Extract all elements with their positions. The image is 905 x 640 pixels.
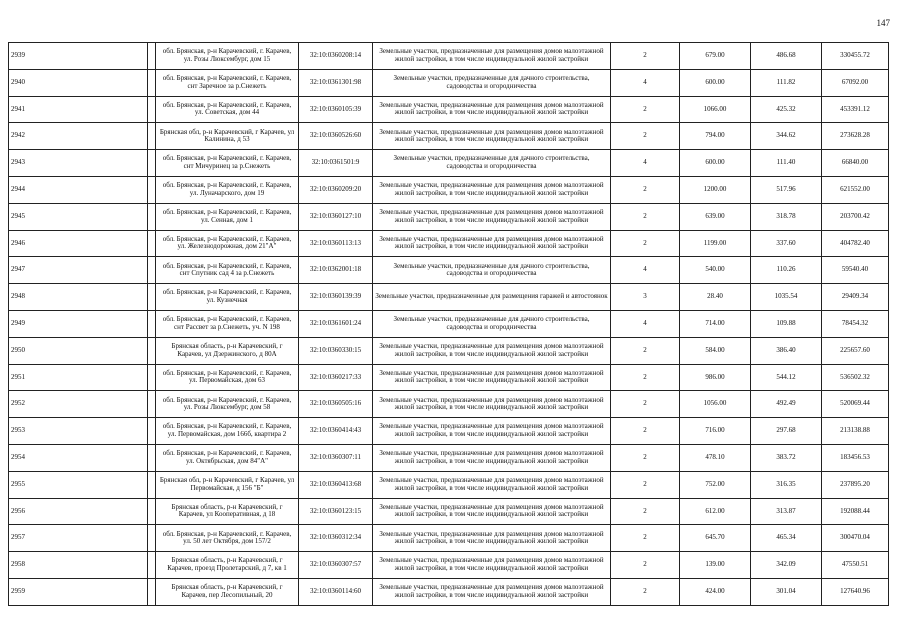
use-group-cell: 2 [611, 176, 680, 203]
cadastral-number-cell: 32:10:0360526:60 [299, 123, 373, 150]
cadastral-value-cell: 66840.00 [822, 150, 889, 177]
use-group-cell: 2 [611, 418, 680, 445]
unit-value-cell: 110.26 [751, 257, 822, 284]
table-row [9, 284, 889, 311]
unit-value-cell: 486.68 [751, 43, 822, 70]
address-cell: Брянская область, р-н Карачевский, г Карачев, проезд Пролетарский, д 7, кв 1 [156, 552, 299, 579]
land-use-cell: Земельные участки, предназначенные для размещения домов малоэтажной жилой застройки, в том числе индивидуальной жилой застройки [373, 444, 611, 471]
row-number-cell: 2958 [9, 552, 148, 579]
land-use-cell: Земельные участки, предназначенные для размещения домов малоэтажной жилой застройки, в том числе индивидуальной жилой застройки [373, 391, 611, 418]
spacer-cell [148, 498, 156, 525]
address-cell: Брянская область, р-н Карачевский, г Карачев, пер Лесопильный, 20 [156, 578, 299, 605]
cadastral-number-cell: 32:10:0360330:15 [299, 337, 373, 364]
area-cell: 28.40 [680, 284, 751, 311]
row-number-cell: 2950 [9, 337, 148, 364]
unit-value-cell: 344.62 [751, 123, 822, 150]
row-number-cell: 2944 [9, 176, 148, 203]
cadastral-value-cell: 47550.51 [822, 552, 889, 579]
land-use-cell: Земельные участки, предназначенные для размещения домов малоэтажной жилой застройки, в том числе индивидуальной жилой застройки [373, 230, 611, 257]
cadastral-value-cell: 536502.32 [822, 364, 889, 391]
row-number-cell: 2954 [9, 444, 148, 471]
spacer-cell [148, 337, 156, 364]
land-use-cell: Земельные участки, предназначенные для размещения домов малоэтажной жилой застройки, в том числе индивидуальной жилой застройки [373, 498, 611, 525]
area-cell: 716.00 [680, 418, 751, 445]
unit-value-cell: 517.96 [751, 176, 822, 203]
row-number-cell: 2940 [9, 69, 148, 96]
use-group-cell: 2 [611, 552, 680, 579]
row-number-cell: 2953 [9, 418, 148, 445]
cadastral-number-cell: 32:10:0360113:13 [299, 230, 373, 257]
cadastral-value-cell: 29409.34 [822, 284, 889, 311]
unit-value-cell: 297.68 [751, 418, 822, 445]
table-row [9, 43, 889, 70]
table-row [9, 337, 889, 364]
cadastral-value-cell: 330455.72 [822, 43, 889, 70]
land-use-cell: Земельные участки, предназначенные для размещения домов малоэтажной жилой застройки, в том числе индивидуальной жилой застройки [373, 471, 611, 498]
spacer-cell [148, 578, 156, 605]
spacer-cell [148, 471, 156, 498]
use-group-cell: 2 [611, 444, 680, 471]
row-number-cell: 2947 [9, 257, 148, 284]
land-use-cell: Земельные участки, предназначенные для размещения домов малоэтажной жилой застройки, в том числе индивидуальной жилой застройки [373, 176, 611, 203]
address-cell: обл. Брянская, р-н Карачевский, г. Карачев, снт Рассвет за р.Снежеть, уч. N 198 [156, 310, 299, 337]
row-number-cell: 2945 [9, 203, 148, 230]
table-row [9, 310, 889, 337]
cadastral-number-cell: 32:10:0361501:9 [299, 150, 373, 177]
row-number-cell: 2949 [9, 310, 148, 337]
address-cell: обл. Брянская, р-н Карачевский, г. Карачев, ул. 50 лет Октября, дом 157/2 [156, 525, 299, 552]
unit-value-cell: 109.88 [751, 310, 822, 337]
table-row [9, 176, 889, 203]
address-cell: обл. Брянская, р-н Карачевский, г. Карачев, ул. Сенная, дом 1 [156, 203, 299, 230]
land-use-cell: Земельные участки, предназначенные для дачного строительства, садоводства и огородничества [373, 150, 611, 177]
table-row [9, 150, 889, 177]
unit-value-cell: 492.49 [751, 391, 822, 418]
cadastral-number-cell: 32:10:0360208:14 [299, 43, 373, 70]
cadastral-value-cell: 520069.44 [822, 391, 889, 418]
cadastral-value-cell: 225657.60 [822, 337, 889, 364]
area-cell: 540.00 [680, 257, 751, 284]
unit-value-cell: 1035.54 [751, 284, 822, 311]
land-use-cell: Земельные участки, предназначенные для размещения домов малоэтажной жилой застройки, в том числе индивидуальной жилой застройки [373, 525, 611, 552]
use-group-cell: 2 [611, 123, 680, 150]
address-cell: обл. Брянская, р-н Карачевский, г. Карачев, ул. Розы Люксембург, дом 58 [156, 391, 299, 418]
cadastral-number-cell: 32:10:0361301:98 [299, 69, 373, 96]
area-cell: 752.00 [680, 471, 751, 498]
spacer-cell [148, 391, 156, 418]
use-group-cell: 2 [611, 498, 680, 525]
table-row [9, 203, 889, 230]
address-cell: Брянская область, р-н Карачевский, г Карачев, ул Кооперативная, д 18 [156, 498, 299, 525]
table-row [9, 69, 889, 96]
address-cell: обл. Брянская, р-н Карачевский, г. Карачев, ул. Советская, дом 44 [156, 96, 299, 123]
row-number-cell: 2946 [9, 230, 148, 257]
land-use-cell: Земельные участки, предназначенные для размещения домов малоэтажной жилой застройки, в том числе индивидуальной жилой застройки [373, 123, 611, 150]
table-row [9, 471, 889, 498]
row-number-cell: 2952 [9, 391, 148, 418]
cadastral-value-cell: 621552.00 [822, 176, 889, 203]
spacer-cell [148, 418, 156, 445]
table-row [9, 123, 889, 150]
land-use-cell: Земельные участки, предназначенные для размещения гаражей и автостоянок [373, 284, 611, 311]
use-group-cell: 2 [611, 203, 680, 230]
land-use-cell: Земельные участки, предназначенные для размещения домов малоэтажной жилой застройки, в том числе индивидуальной жилой застройки [373, 578, 611, 605]
address-cell: обл. Брянская, р-н Карачевский, г. Карачев, ул. Розы Люксембург, дом 15 [156, 43, 299, 70]
land-use-cell: Земельные участки, предназначенные для дачного строительства, садоводства и огородничества [373, 310, 611, 337]
land-use-cell: Земельные участки, предназначенные для размещения домов малоэтажной жилой застройки, в том числе индивидуальной жилой застройки [373, 96, 611, 123]
cadastral-number-cell: 32:10:0360139:39 [299, 284, 373, 311]
unit-value-cell: 465.34 [751, 525, 822, 552]
cadastral-number-cell: 32:10:0360505:16 [299, 391, 373, 418]
address-cell: обл. Брянская, р-н Карачевский, г. Карачев, снт Спутник сад 4 за р.Снежеть [156, 257, 299, 284]
cadastral-value-cell: 78454.32 [822, 310, 889, 337]
spacer-cell [148, 69, 156, 96]
spacer-cell [148, 176, 156, 203]
row-number-cell: 2955 [9, 471, 148, 498]
cadastral-number-cell: 32:10:0360312:34 [299, 525, 373, 552]
cadastral-number-cell: 32:10:0360413:68 [299, 471, 373, 498]
address-cell: обл. Брянская, р-н Карачевский, г. Карачев, ул. Первомайская, дом 63 [156, 364, 299, 391]
land-use-cell: Земельные участки, предназначенные для размещения домов малоэтажной жилой застройки, в том числе индивидуальной жилой застройки [373, 552, 611, 579]
land-use-cell: Земельные участки, предназначенные для дачного строительства, садоводства и огородничества [373, 257, 611, 284]
cadastral-number-cell: 32:10:0360217:33 [299, 364, 373, 391]
use-group-cell: 4 [611, 69, 680, 96]
table-row [9, 418, 889, 445]
table-row [9, 391, 889, 418]
use-group-cell: 3 [611, 284, 680, 311]
unit-value-cell: 425.32 [751, 96, 822, 123]
spacer-cell [148, 96, 156, 123]
table-row [9, 257, 889, 284]
address-cell: обл. Брянская, р-н Карачевский, г. Карачев, ул. Первомайская, дом 166б, квартира 2 [156, 418, 299, 445]
address-cell: обл. Брянская, р-н Карачевский, г. Карачев, ул. Железнодорожная, дом 21"А" [156, 230, 299, 257]
row-number-cell: 2942 [9, 123, 148, 150]
area-cell: 714.00 [680, 310, 751, 337]
use-group-cell: 2 [611, 364, 680, 391]
cadastral-value-cell: 203700.42 [822, 203, 889, 230]
row-number-cell: 2948 [9, 284, 148, 311]
cadastral-number-cell: 32:10:0360209:20 [299, 176, 373, 203]
use-group-cell: 2 [611, 96, 680, 123]
cadastral-value-cell: 237895.20 [822, 471, 889, 498]
row-number-cell: 2951 [9, 364, 148, 391]
area-cell: 645.70 [680, 525, 751, 552]
land-use-cell: Земельные участки, предназначенные для размещения домов малоэтажной жилой застройки, в том числе индивидуальной жилой застройки [373, 418, 611, 445]
area-cell: 1199.00 [680, 230, 751, 257]
cadastral-number-cell: 32:10:0360307:11 [299, 444, 373, 471]
use-group-cell: 2 [611, 471, 680, 498]
cadastral-number-cell: 32:10:0360123:15 [299, 498, 373, 525]
cadastral-value-cell: 59540.40 [822, 257, 889, 284]
unit-value-cell: 301.04 [751, 578, 822, 605]
spacer-cell [148, 203, 156, 230]
unit-value-cell: 111.82 [751, 69, 822, 96]
area-cell: 794.00 [680, 123, 751, 150]
cadastral-value-cell: 192088.44 [822, 498, 889, 525]
row-number-cell: 2959 [9, 578, 148, 605]
spacer-cell [148, 230, 156, 257]
area-cell: 600.00 [680, 69, 751, 96]
land-use-cell: Земельные участки, предназначенные для размещения домов малоэтажной жилой застройки, в том числе индивидуальной жилой застройки [373, 337, 611, 364]
cadastral-value-cell: 404782.40 [822, 230, 889, 257]
unit-value-cell: 386.40 [751, 337, 822, 364]
use-group-cell: 4 [611, 257, 680, 284]
area-cell: 424.00 [680, 578, 751, 605]
area-cell: 584.00 [680, 337, 751, 364]
address-cell: обл. Брянская, р-н Карачевский, г. Карачев, ул. Луначарского, дом 19 [156, 176, 299, 203]
unit-value-cell: 544.12 [751, 364, 822, 391]
unit-value-cell: 318.78 [751, 203, 822, 230]
table-row [9, 578, 889, 605]
spacer-cell [148, 150, 156, 177]
spacer-cell [148, 364, 156, 391]
use-group-cell: 2 [611, 391, 680, 418]
cadastral-number-cell: 32:10:0360414:43 [299, 418, 373, 445]
page-number: 147 [876, 18, 890, 28]
area-cell: 478.10 [680, 444, 751, 471]
row-number-cell: 2943 [9, 150, 148, 177]
spacer-cell [148, 310, 156, 337]
land-use-cell: Земельные участки, предназначенные для дачного строительства, садоводства и огородничества [373, 69, 611, 96]
cadastral-number-cell: 32:10:0362001:18 [299, 257, 373, 284]
area-cell: 139.00 [680, 552, 751, 579]
address-cell: Брянская область, р-н Карачевский, г Карачев, ул Дзержинского, д 80А [156, 337, 299, 364]
land-use-cell: Земельные участки, предназначенные для размещения домов малоэтажной жилой застройки, в том числе индивидуальной жилой застройки [373, 203, 611, 230]
use-group-cell: 2 [611, 525, 680, 552]
cadastral-value-cell: 213138.88 [822, 418, 889, 445]
row-number-cell: 2939 [9, 43, 148, 70]
spacer-cell [148, 123, 156, 150]
use-group-cell: 2 [611, 578, 680, 605]
cadastral-number-cell: 32:10:0361601:24 [299, 310, 373, 337]
address-cell: Брянская обл, р-н Карачевский, г Карачев, ул Калинина, д 53 [156, 123, 299, 150]
table-row [9, 552, 889, 579]
spacer-cell [148, 444, 156, 471]
cadastral-value-cell: 67092.00 [822, 69, 889, 96]
address-cell: обл. Брянская, р-н Карачевский, г. Карачев, снт Мичуринец за р.Снежеть [156, 150, 299, 177]
address-cell: обл. Брянская, р-н Карачевский, г. Карачев, снт Заречное за р.Снежеть [156, 69, 299, 96]
cadastral-value-cell: 127640.96 [822, 578, 889, 605]
use-group-cell: 4 [611, 150, 680, 177]
address-cell: обл. Брянская, р-н Карачевский, г. Карачев, ул. Кузнечная [156, 284, 299, 311]
use-group-cell: 4 [611, 310, 680, 337]
row-number-cell: 2956 [9, 498, 148, 525]
spacer-cell [148, 525, 156, 552]
table-row [9, 498, 889, 525]
use-group-cell: 2 [611, 337, 680, 364]
cadastral-number-cell: 32:10:0360114:60 [299, 578, 373, 605]
area-cell: 639.00 [680, 203, 751, 230]
unit-value-cell: 111.40 [751, 150, 822, 177]
cadastral-value-cell: 300470.04 [822, 525, 889, 552]
area-cell: 612.00 [680, 498, 751, 525]
cadastral-number-cell: 32:10:0360105:39 [299, 96, 373, 123]
unit-value-cell: 316.35 [751, 471, 822, 498]
table-row [9, 364, 889, 391]
cadastral-value-cell: 183456.53 [822, 444, 889, 471]
unit-value-cell: 342.09 [751, 552, 822, 579]
use-group-cell: 2 [611, 230, 680, 257]
land-use-cell: Земельные участки, предназначенные для размещения домов малоэтажной жилой застройки, в том числе индивидуальной жилой застройки [373, 43, 611, 70]
unit-value-cell: 383.72 [751, 444, 822, 471]
spacer-cell [148, 552, 156, 579]
table-body [9, 43, 889, 606]
area-cell: 986.00 [680, 364, 751, 391]
unit-value-cell: 337.60 [751, 230, 822, 257]
spacer-cell [148, 284, 156, 311]
cadastral-value-cell: 273628.28 [822, 123, 889, 150]
table-row [9, 444, 889, 471]
table-row [9, 96, 889, 123]
table-row [9, 525, 889, 552]
cadastral-value-cell: 453391.12 [822, 96, 889, 123]
spacer-cell [148, 257, 156, 284]
cadastral-number-cell: 32:10:0360307:57 [299, 552, 373, 579]
cadastral-number-cell: 32:10:0360127:10 [299, 203, 373, 230]
land-use-cell: Земельные участки, предназначенные для размещения домов малоэтажной жилой застройки, в том числе индивидуальной жилой застройки [373, 364, 611, 391]
area-cell: 600.00 [680, 150, 751, 177]
address-cell: Брянская обл, р-н Карачевский, г Карачев, ул Первомайская, д 156 "Б" [156, 471, 299, 498]
table-row [9, 230, 889, 257]
area-cell: 1066.00 [680, 96, 751, 123]
address-cell: обл. Брянская, р-н Карачевский, г. Карачев, ул. Октябрьская, дом 84"А" [156, 444, 299, 471]
use-group-cell: 2 [611, 43, 680, 70]
area-cell: 679.00 [680, 43, 751, 70]
row-number-cell: 2941 [9, 96, 148, 123]
land-plots-table [8, 42, 889, 606]
area-cell: 1200.00 [680, 176, 751, 203]
row-number-cell: 2957 [9, 525, 148, 552]
unit-value-cell: 313.87 [751, 498, 822, 525]
area-cell: 1056.00 [680, 391, 751, 418]
spacer-cell [148, 43, 156, 70]
